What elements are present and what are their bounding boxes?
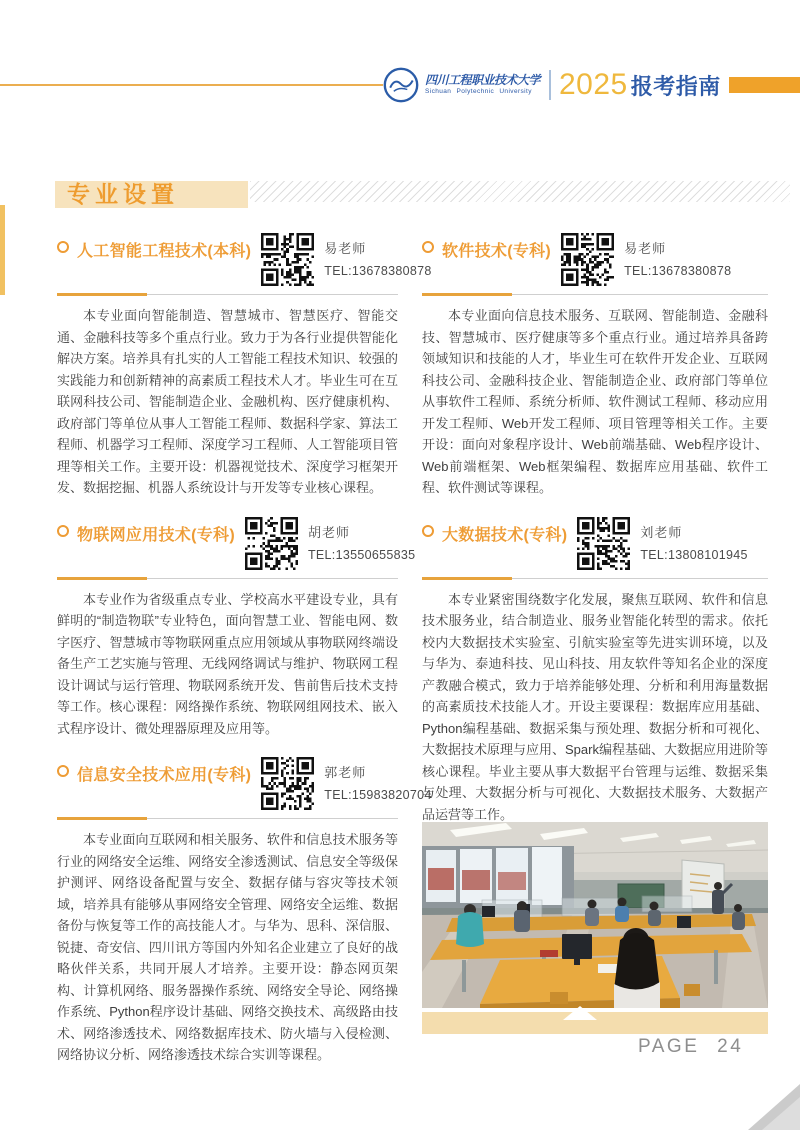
circle-bullet-icon <box>57 241 69 253</box>
teacher-tel: TEL:13678380878 <box>324 264 432 278</box>
page-number: PAGE 24 <box>638 1036 744 1057</box>
divider-rule <box>422 577 768 580</box>
teacher-tel: TEL:15983820704 <box>324 788 432 802</box>
teacher-name: 刘老师 <box>640 524 683 540</box>
circle-bullet-icon <box>57 525 69 537</box>
major-name: 信息安全技术应用(专科) <box>77 767 252 784</box>
major-name: 大数据技术(专科) <box>442 526 568 544</box>
major-block-iot <box>57 517 416 740</box>
divider-rule <box>57 293 398 296</box>
contact-block <box>640 522 747 562</box>
header-divider <box>549 70 551 100</box>
major-description: 本专业紧密围绕数字化发展，聚焦互联网、软件和信息技术服务业，结合制造业、服务业智能化转型的需求。依托校内大数据技术实验室、引航实验室等先进实训环境，以及与华为、泰迪科技、见山科技、用友软件等知名企业的深度产教融合模式，致力于培养能够处理、分析和利用海量数据的高素质技术技能人才。开设主要课程：数据库应用基础、Python编程基础、数据采集与预处理、数据分析和可视化、大数据技术原理与应用、Spark编程基础、大数据应用进阶等核心课程。毕业主要从事大数据平台管理与运维、数据采集与处理、大数据分析与可视化、大数据技术服务、大数据产品运营等工作。 <box>422 591 768 822</box>
major-description: 本专业作为省级重点专业、学校高水平建设专业，具有鲜明的“制造物联”专业特色，面向智慧工业、智能电网、数字医疗、智慧城市等物联网重点应用领域从事物联网终端设备生产工艺实施与管理、无线网络调试与维护、物联网工程设计调试与运行管理、物联网系统开发、售前售后技术支持等工作。核心课程：网络操作系统、物联网组网技术、嵌入式程序设计、微处理器原理及应用等。 <box>57 591 398 736</box>
major-description: 本专业面向智能制造、智慧城市、智慧医疗、智能交通、金融科技等多个重点行业。致力于为各行业提供智能化解决方案。培养具有扎实的人工智能工程技术知识、较强的实践能力和创新精神的高素质工程技术人才。毕业生可在互联网科技公司、智能制造企业、金融机构、医疗健康机构、政府部门等单位从事人工智能工程师、数据科学家、算法工程师、机器学习工程师、深度学习工程师、人工智能项目管理等相关工作。主要开设：机器视觉技术、深度学习框架开发、数据挖掘、机器人系统设计与开发等专业核心课程。 <box>57 308 398 495</box>
teacher-name: 郭老师 <box>324 765 367 780</box>
divider-rule <box>422 293 768 296</box>
teacher-tel: TEL:13808101945 <box>640 547 748 562</box>
classroom-photo <box>422 822 768 1008</box>
circle-bullet-icon <box>57 765 69 777</box>
guide-title: 报考指南 <box>630 73 721 99</box>
major-header <box>57 517 416 570</box>
qr-code <box>245 517 298 570</box>
divider-rule <box>57 817 398 820</box>
major-name: 人工智能工程技术(本科) <box>77 243 252 260</box>
circle-bullet-icon <box>422 525 434 537</box>
major-header <box>422 517 768 570</box>
section-hatch-pattern <box>250 181 790 202</box>
qr-code <box>261 757 314 810</box>
university-name-block <box>425 74 541 96</box>
university-name-en: Sichuan Polytechnic University <box>425 88 532 96</box>
major-block-infosec <box>57 757 432 1066</box>
major-name: 软件技术(专科) <box>442 243 552 260</box>
qr-code <box>261 233 314 286</box>
major-description: 本专业面向互联网和相关服务、软件和信息技术服务等行业的网络安全运维、网络安全渗透测试、信息安全等级保护测评、网络设备配置与安全、数据存储与容灾等技术领域，培养具有能够从事网络安全管理、网络安全运维、数据备份与恢复等工作的高技能人才。与华为、思科、深信服、锐捷、奇安信、四川讯方等国内外知名企业建立了良好的战略伙伴关系，共同开展人才培养。主要开设：静态网页架构、计算机网络、服务器操作系统、网络安全导论、网络操作系统、Python程序设计基础、网络交换技术、高级路由技术、网络渗透技术、网络数据库技术、防火墙与入侵检测、网络协议分析、网络渗透技术综合实训等课程。 <box>57 832 398 1062</box>
left-column <box>57 233 432 1066</box>
qr-code <box>561 233 614 286</box>
header-accent-bar <box>729 77 800 93</box>
contact-block <box>308 522 415 562</box>
contact-block <box>324 762 431 802</box>
major-name: 物联网应用技术(专科) <box>77 526 235 544</box>
page-header <box>383 62 800 108</box>
qr-code <box>577 517 630 570</box>
divider-rule <box>57 577 398 580</box>
left-accent-strip <box>0 205 5 295</box>
major-block-ai <box>57 233 432 499</box>
header-rule-line <box>0 84 383 86</box>
contact-block <box>324 238 431 278</box>
teacher-name: 胡老师 <box>307 524 350 540</box>
major-block-bigdata <box>422 517 768 826</box>
university-logo-icon <box>383 67 419 103</box>
teacher-name: 易老师 <box>324 241 367 256</box>
major-header <box>57 233 432 286</box>
teacher-tel: TEL:13550655835 <box>307 547 416 562</box>
circle-bullet-icon <box>422 241 434 253</box>
year-label: 2025 <box>559 68 628 101</box>
teacher-name: 易老师 <box>624 241 667 256</box>
major-header <box>422 233 768 286</box>
teacher-tel: TEL:13678380878 <box>624 264 732 278</box>
section-title: 专业设置 <box>67 181 179 207</box>
major-block-software <box>422 233 768 499</box>
university-name-cn: 四川工程职业技术大学 <box>425 73 541 88</box>
right-column <box>422 233 768 825</box>
major-header <box>57 757 432 810</box>
photo-notch-triangle <box>563 1006 597 1020</box>
major-description: 本专业面向信息技术服务、互联网、智能制造、金融科技、智慧城市、医疗健康等多个重点行业。通过培养具备跨领域知识和技能的人才，毕业生可在软件开发企业、互联网科技公司、金融科技企业、智能制造企业、政府部门等单位从事软件工程师、系统分析师、软件测试工程师、移动应用开发工程师、Web开发工程师、项目管理等相关工作。主要开设：面向对象程序设计、Web前端基础、Web程序设计、Web前端框架、Web框架编程、数据库应用基础、软件工程、软件测试等课程。 <box>422 308 768 495</box>
contact-block <box>624 238 731 278</box>
